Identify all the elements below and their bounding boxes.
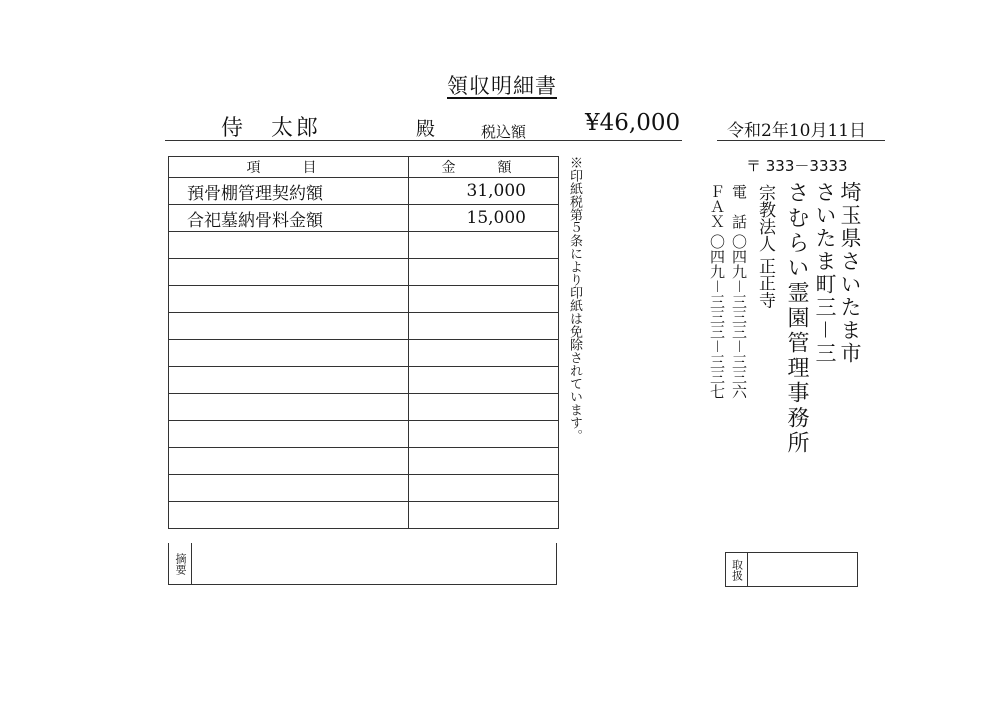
row-item xyxy=(169,448,409,475)
issuer-address-street: さいたま町三－三 xyxy=(813,181,837,365)
header-item: 項 目 xyxy=(169,157,409,178)
issue-date: 令和2年10月11日 xyxy=(727,121,867,141)
row-item xyxy=(169,367,409,394)
handler-box xyxy=(725,552,858,587)
table-row xyxy=(169,232,559,259)
row-amount xyxy=(409,475,559,502)
row-amount: 15,000 xyxy=(409,205,559,232)
remarks-box xyxy=(168,543,557,585)
row-amount xyxy=(409,394,559,421)
table-row xyxy=(169,259,559,286)
row-item xyxy=(169,313,409,340)
row-item xyxy=(169,475,409,502)
table-row xyxy=(169,448,559,475)
table-row xyxy=(169,286,559,313)
remarks-label: 摘要 xyxy=(169,543,192,584)
row-item xyxy=(169,286,409,313)
row-item xyxy=(169,340,409,367)
row-amount xyxy=(409,232,559,259)
row-amount xyxy=(409,367,559,394)
row-item: 合祀墓納骨料金額 xyxy=(169,205,409,232)
row-item xyxy=(169,259,409,286)
row-amount xyxy=(409,502,559,529)
recipient-name: 侍 太郎 xyxy=(221,116,322,141)
recipient-underline xyxy=(165,140,682,141)
row-amount: 31,000 xyxy=(409,178,559,205)
table-header-row xyxy=(169,157,559,178)
table-row xyxy=(169,475,559,502)
row-item: 預骨棚管理契約額 xyxy=(169,178,409,205)
table-row xyxy=(169,421,559,448)
postal-code: 〒 333－3333 xyxy=(746,157,848,175)
tax-included-label: 税込額 xyxy=(481,123,527,141)
row-item xyxy=(169,232,409,259)
table-row xyxy=(169,340,559,367)
row-item xyxy=(169,421,409,448)
issuer-address: 埼玉県さいたま市 xyxy=(838,181,862,365)
table-row xyxy=(169,313,559,340)
handler-label: 取扱 xyxy=(726,553,748,586)
row-amount xyxy=(409,448,559,475)
table-row xyxy=(169,205,559,232)
document-title: 領収明細書 xyxy=(447,74,557,98)
date-underline xyxy=(717,140,885,141)
issuer-fax: ＦＡＸ 〇四九－三三三－三三七 xyxy=(708,184,726,399)
total-amount: ¥46,000 xyxy=(585,110,681,136)
row-amount xyxy=(409,421,559,448)
table-row xyxy=(169,502,559,529)
table-row xyxy=(169,178,559,205)
row-item xyxy=(169,394,409,421)
table-row xyxy=(169,394,559,421)
items-table xyxy=(168,156,559,529)
issuer-office: さむらい霊園管理事務所 xyxy=(784,181,809,456)
table-row xyxy=(169,367,559,394)
row-amount xyxy=(409,313,559,340)
issuer-phone: 電 話 〇四九－三三三－三三六 xyxy=(730,184,748,399)
header-amount: 金 額 xyxy=(409,157,559,178)
issuer-organization: 宗教法人 正正寺 xyxy=(755,184,775,309)
row-amount xyxy=(409,259,559,286)
row-amount xyxy=(409,340,559,367)
honorific: 殿 xyxy=(416,118,436,140)
row-amount xyxy=(409,286,559,313)
row-item xyxy=(169,502,409,529)
stamp-duty-note: ※印紙税第５条により印紙は免除されています。 xyxy=(567,156,582,442)
